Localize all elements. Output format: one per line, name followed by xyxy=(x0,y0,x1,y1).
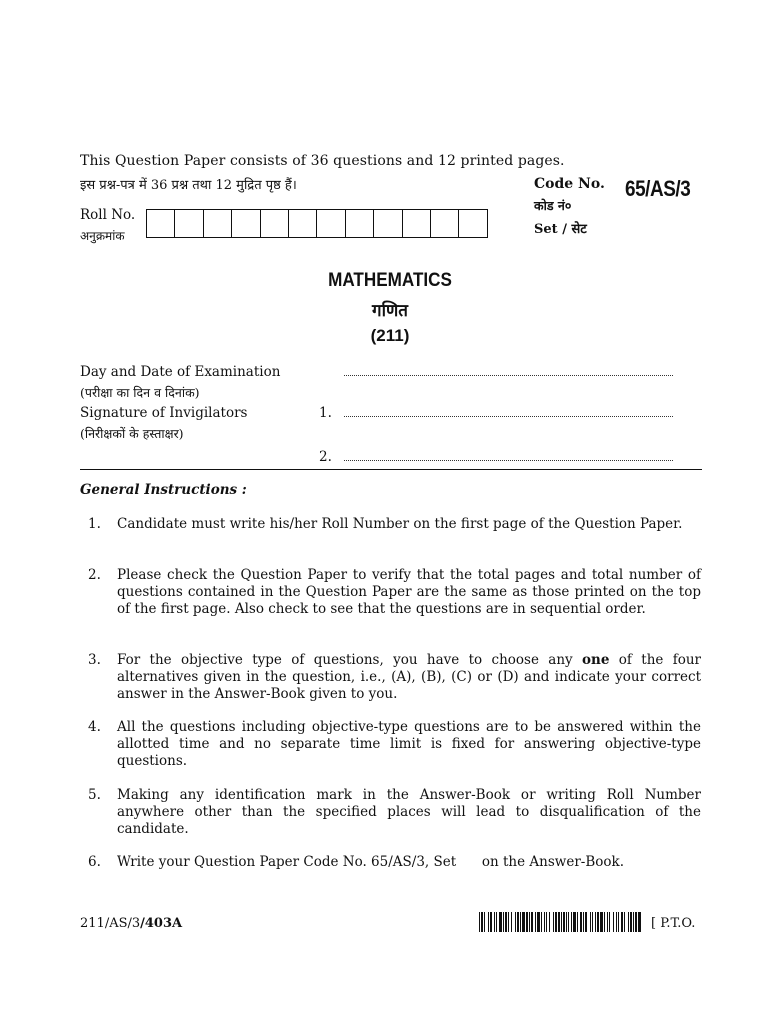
instruction-text: Candidate must write his/her Roll Number on the first page of the Question Paper. xyxy=(117,516,683,532)
instruction-text-part: For the objective type of questions, you have to choose any xyxy=(117,652,583,668)
instruction-text xyxy=(117,652,701,702)
paper-code: 65/AS/3 xyxy=(625,176,691,201)
roll-number-box[interactable] xyxy=(374,209,402,238)
paper-id xyxy=(80,916,182,931)
roll-number-box[interactable] xyxy=(232,209,260,238)
roll-number-box[interactable] xyxy=(175,209,203,238)
page-count-note-hindi: इस प्रश्न-पत्र में 36 प्रश्न तथा 12 मुद्रित पृष्ठ हैं। xyxy=(80,178,297,193)
instruction-number: 6. xyxy=(88,854,101,870)
section-divider xyxy=(80,469,702,470)
invigilator-signature-field-2[interactable] xyxy=(344,454,673,461)
roll-number-box[interactable] xyxy=(431,209,459,238)
invigilator-signature-field-1[interactable] xyxy=(344,410,673,417)
instruction-text: Please check the Question Paper to verify that the total pages and total number of questions contained in the Question Paper are the same as those printed on the top of the first page. Also check to see that the questions are in sequential order. xyxy=(117,567,701,617)
signature-line-number-2: 2. xyxy=(319,449,332,465)
paper-id-prefix: 211/AS/3 xyxy=(80,916,141,931)
instruction-emphasis: one xyxy=(582,652,610,668)
please-turn-over: [ P.T.O. xyxy=(651,916,696,931)
invigilator-signature-label: Signature of Invigilators xyxy=(80,405,248,421)
roll-number-label: Roll No. xyxy=(80,207,136,223)
instructions-heading: General Instructions : xyxy=(80,482,247,498)
roll-number-boxes[interactable] xyxy=(146,209,488,238)
page-count-note: This Question Paper consists of 36 questions and 12 printed pages. xyxy=(80,153,565,169)
instruction-number: 4. xyxy=(88,719,101,735)
roll-number-box[interactable] xyxy=(346,209,374,238)
instruction-number: 5. xyxy=(88,787,101,803)
subject-title: MATHEMATICS xyxy=(328,270,452,291)
roll-number-box[interactable] xyxy=(204,209,232,238)
instruction-text: Making any identification mark in the Answer-Book or writing Roll Number anywhere other than the specified places will lead to disqualification of the candidate. xyxy=(117,787,701,837)
barcode-image xyxy=(479,912,642,932)
roll-number-box[interactable] xyxy=(459,209,487,238)
roll-number-box[interactable] xyxy=(317,209,345,238)
set-label: Set / सेट xyxy=(534,222,587,237)
signature-line-number-1: 1. xyxy=(319,405,332,421)
code-number-label: Code No. xyxy=(534,176,605,192)
instruction-number: 3. xyxy=(88,652,101,668)
exam-date-label: Day and Date of Examination xyxy=(80,364,281,380)
code-number-label-hindi: कोड नं० xyxy=(534,198,572,213)
instruction-number: 2. xyxy=(88,567,101,583)
subject-title-hindi: गणित xyxy=(372,301,408,320)
roll-number-box[interactable] xyxy=(261,209,289,238)
instruction-number: 1. xyxy=(88,516,101,532)
instruction-text: Write your Question Paper Code No. 65/AS/3, Set on the Answer-Book. xyxy=(117,854,624,870)
roll-number-box[interactable] xyxy=(403,209,431,238)
roll-number-label-hindi: अनुक्रमांक xyxy=(80,229,125,243)
subject-code: (211) xyxy=(370,326,410,345)
paper-id-suffix: /403A xyxy=(140,916,183,931)
instruction-text: All the questions including objective-type questions are to be answered within the allotted time and no separate time limit is fixed for answering objective-type questions. xyxy=(117,719,701,769)
exam-date-label-hindi: (परीक्षा का दिन व दिनांक) xyxy=(80,385,200,400)
roll-number-box[interactable] xyxy=(289,209,317,238)
roll-number-box[interactable] xyxy=(147,209,175,238)
invigilator-signature-label-hindi: (निरीक्षकों के हस्ताक्षर) xyxy=(80,426,184,441)
instruction-text-part: of the four alternatives given in the question, i.e., (A), (B), (C) or (D) and indicate your correct answer in the Answer-Book given to you. xyxy=(117,652,702,702)
exam-date-field[interactable] xyxy=(344,369,673,376)
